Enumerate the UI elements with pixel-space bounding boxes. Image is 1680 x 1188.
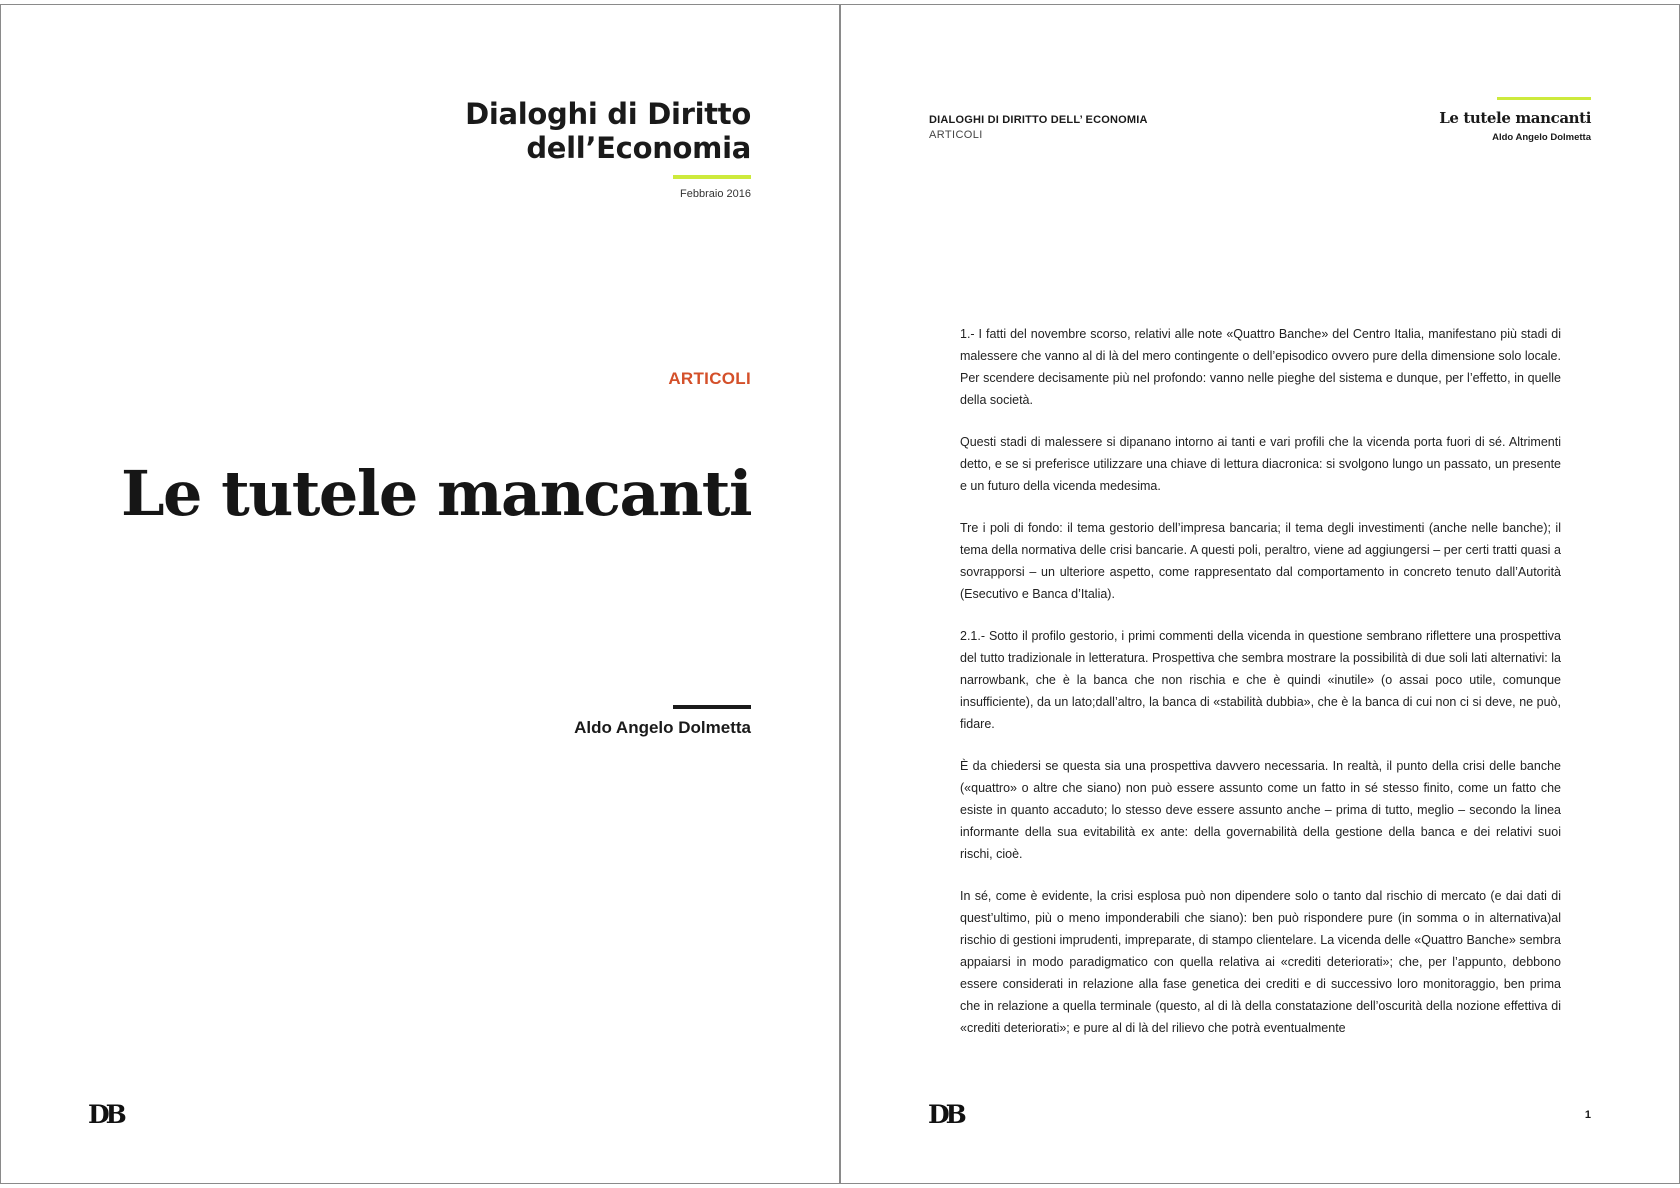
author-rule bbox=[673, 705, 751, 709]
page-number: 1 bbox=[1584, 1109, 1591, 1121]
journal-title-line1: Dialoghi di Diritto bbox=[465, 97, 751, 131]
paragraph: È da chiedersi se questa sia una prospettiva davvero necessaria. In realtà, il punto della crisi delle banche («quattro» o altre che siano) non può essere assunto come un fatto in sé stesso finito, come un fatto che esiste in quanto accaduto; lo stesso deve essere assunto anche – prima di tutto, meglio – secondo la linea informante della sua evitabilità ex ante: della governabilità della gestione della banca e dei relativi suoi rischi, cioè. bbox=[960, 759, 1561, 861]
journal-title bbox=[331, 97, 751, 165]
db-logo: DB bbox=[88, 1100, 123, 1129]
cover-page bbox=[0, 4, 840, 1184]
db-logo: DB bbox=[928, 1100, 963, 1129]
running-head bbox=[929, 113, 1148, 143]
accent-rule bbox=[673, 175, 751, 179]
paragraph: Tre i poli di fondo: il tema gestorio dell’impresa bancaria; il tema degli investimenti (anche nelle banche); il tema della normativa delle crisi bancarie. A questi poli, peraltro, viene ad aggiungersi – per certi tratti quasi a sovrapporsi – un ulteriore aspetto, come rappresentato dal comportamento in concreto tenuto dall’Autorità (Esecutivo e Banca d’Italia). bbox=[960, 521, 1561, 601]
article-title: Le tutele mancanti bbox=[120, 457, 751, 530]
issue-date: Febbraio 2016 bbox=[680, 188, 751, 200]
article-body bbox=[960, 323, 1561, 1059]
accent-rule bbox=[1497, 97, 1591, 100]
paragraph: In sé, come è evidente, la crisi esplosa può non dipendere solo o tanto dal rischio di mercato (e dai dati di quest’ultimo, più o meno imponderabili che siano): ben può rispondere pure (in somma o in alternativa)al rischio di gestioni imprudenti, impreparate, di stampo clientelare. La vicenda delle «Quattro Banche» sembra appaiarsi in modo paradigmatico con quella relativa ai «crediti deteriorati»; che, per l’appunto, debbono essere considerati in relazione alla fase genetica dei crediti e di successivo loro monitoraggio, ben prima che in relazione a quella terminale (questo, al di là della constatazione dell’oscurità della nozione effettiva di «crediti deteriorati»; e pure al di là del rilievo che potrà eventualmente bbox=[960, 889, 1561, 1035]
running-head-section: ARTICOLI bbox=[929, 129, 983, 141]
section-label: ARTICOLI bbox=[668, 369, 751, 388]
paragraph: 2.1.- Sotto il profilo gestorio, i primi commenti della vicenda in questione sembrano riflettere una prospettiva del tutto tradizionale in letteratura. Prospettiva che sembra mostrare la possibilità di due soli lati alternativi: la narrowbank, che è la banca che non rischia e che è quindi «inutile» (o assai poco utile, comunque insufficiente), da un lato;dall’altro, la banca di «stabilità dubbia», che è la banca di cui non ci si deve, ne può, fidare. bbox=[960, 629, 1561, 731]
paragraph: Questi stadi di malessere si dipanano intorno ai tanti e vari profili che la vicenda porta fuori di sé. Altrimenti detto, e se si preferisce utilizzare una chiave di lettura diacronica: si svolgono lungo un passato, un presente e un futuro della vicenda medesima. bbox=[960, 435, 1561, 493]
running-author: Aldo Angelo Dolmetta bbox=[1492, 132, 1591, 143]
running-title: Le tutele mancanti bbox=[1439, 109, 1591, 127]
content-page bbox=[840, 4, 1680, 1184]
paragraph: 1.- I fatti del novembre scorso, relativi alle note «Quattro Banche» del Centro Italia, manifestano più stadi di malessere che vanno al di là del mero contingente o dell’episodico ovvero pure della dimensione solo locale. Per scendere decisamente più nel profondo: vanno nelle pieghe del sistema e dunque, per l’effetto, in quelle della società. bbox=[960, 327, 1561, 407]
journal-title-line2: dell’Economia bbox=[526, 131, 751, 165]
running-head-journal: DIALOGHI DI DIRITTO DELL’ ECONOMIA bbox=[929, 114, 1148, 126]
author-name: Aldo Angelo Dolmetta bbox=[574, 718, 751, 737]
